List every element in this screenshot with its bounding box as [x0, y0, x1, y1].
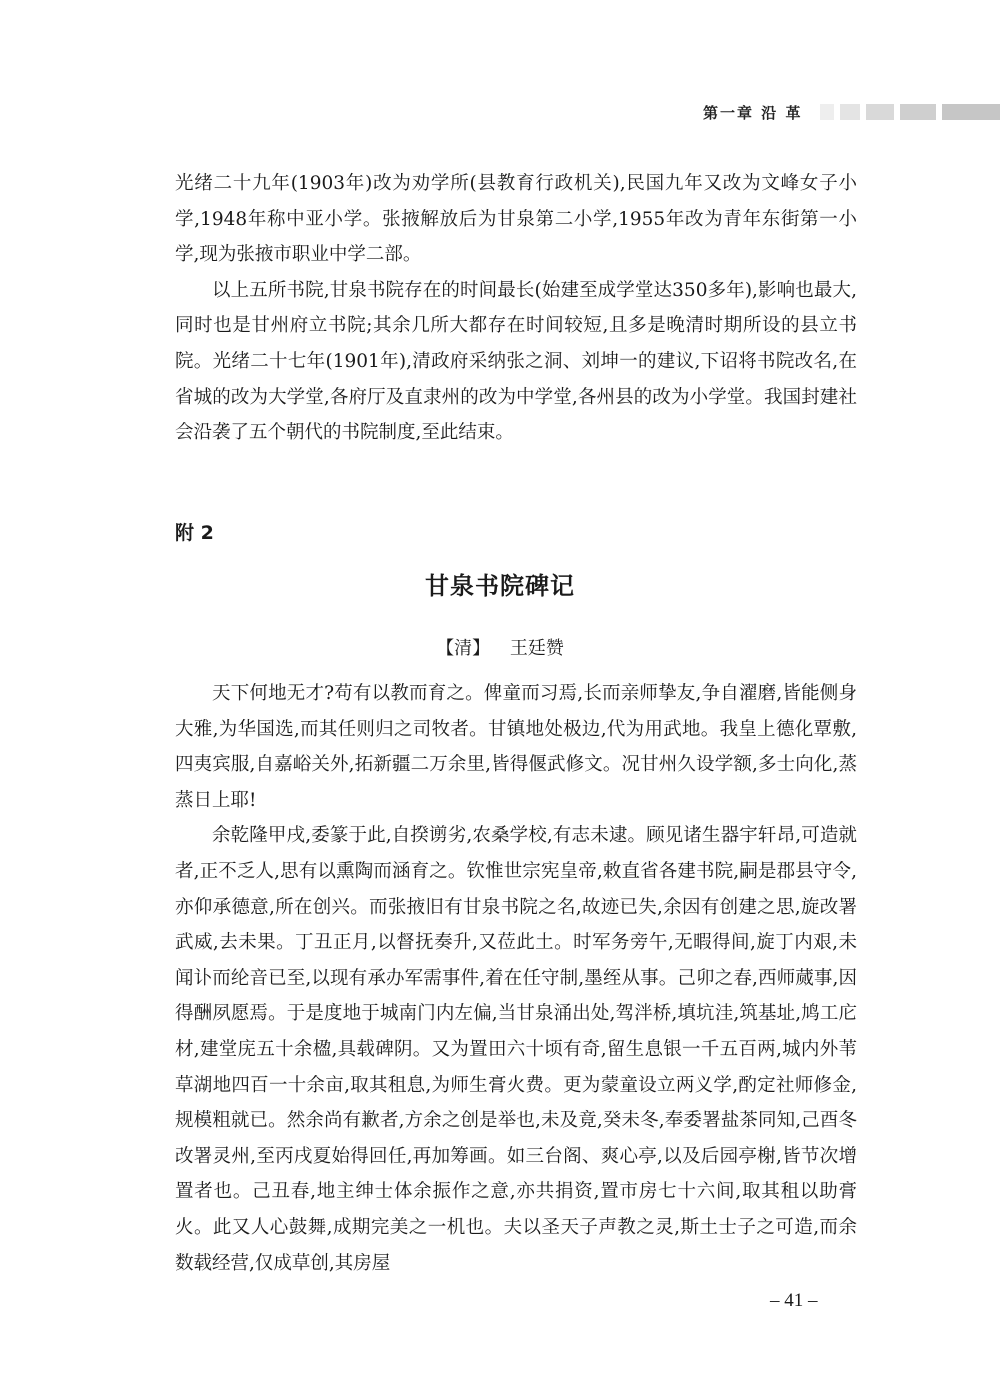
running-header — [0, 100, 1000, 124]
header-decoration-bar — [866, 104, 894, 120]
header-decoration-bar — [840, 104, 860, 120]
header-decoration-bar — [900, 104, 936, 120]
appendix-label: 附 2 — [175, 522, 214, 544]
article-body — [175, 676, 857, 1281]
paragraph: 天下何地无才?苟有以教而育之。俾童而习焉,长而亲师挚友,争自濯磨,皆能侧身大雅,为华国选,而其任则归之司牧者。甘镇地处极边,代为用武地。我皇上德化覃敷,四夷宾服,自嘉峪关外,拓新疆二万余里,皆得偃武修文。况甘州久设学额,多士向化,蒸蒸日上耶! — [175, 683, 857, 811]
body-text-top — [175, 166, 857, 451]
dynasty-label: 【清】 — [436, 638, 491, 659]
paragraph: 余乾隆甲戌,委篆于此,自揆谫劣,农桑学校,有志未逮。顾见诸生器宇轩昂,可造就者,正不乏人,思有以熏陶而涵育之。钦惟世宗宪皇帝,敕直省各建书院,嗣是郡县守令,亦仰承德意,所在创兴。而张掖旧有甘泉书院之名,故迹已失,余因有创建之思,旋改署武威,去未果。丁丑正月,以督抚奏升,又莅此土。时军务旁午,无暇得间,旋丁内艰,未闻讣而纶音已至,以现有承办军需事件,着在任守制,墨绖从事。己卯之春,西师蒇事,因得酬夙愿焉。于是度地于城南门内左偏,当甘泉涌出处,驾泮桥,填坑洼,筑基址,鸠工庀材,建堂庑五十余楹,具载碑阴。又为置田六十顷有奇,留生息银一千五百两,城内外苇草湖地四百一十余亩,取其租息,为师生膏火费。更为蒙童设立两义学,酌定社师修金,规模粗就已。然余尚有歉者,方余之创是举也,未及竟,癸未冬,奉委署盐茶同知,己酉冬改署灵州,至丙戌夏始得回任,再加筹画。如三台阁、爽心亭,以及后园亭榭,皆节次增置者也。己丑春,地主绅士体余振作之意,亦共捐资,置市房七十六间,取其租以助膏火。此又人心鼓舞,成期完美之一机也。夫以圣天子声教之灵,斯土士子之可造,而余数载经营,仅成草创,其房屋 — [175, 825, 858, 1274]
article-title: 甘泉书院碑记 — [425, 572, 575, 600]
author-name: 王廷赞 — [509, 638, 564, 659]
chapter-title: 第一章 沿 革 — [703, 104, 803, 122]
header-decoration-bar — [942, 104, 1000, 120]
paragraph: 以上五所书院,甘泉书院存在的时间最长(始建至成学堂达350多年),影响也最大,同时也是甘州府立书院;其余几所大都存在时间较短,且多是晚清时期所设的县立书院。光绪二十七年(1901年),清政府采纳张之洞、刘坤一的建议,下诏将书院改名,在省城的改为大学堂,各府厅及直隶州的改为中学堂,各州县的改为小学堂。我国封建社会沿袭了五个朝代的书院制度,至此结束。 — [175, 279, 857, 444]
header-decoration-bar — [820, 104, 834, 120]
paragraph: 光绪二十九年(1903年)改为劝学所(县教育行政机关),民国九年又改为文峰女子小学,1948年称中亚小学。张掖解放后为甘泉第二小学,1955年改为青年东街第一小学,现为张掖市职业中学二部。 — [175, 173, 857, 266]
page-number: – 41 – — [770, 1290, 818, 1311]
author-line — [0, 634, 1000, 660]
